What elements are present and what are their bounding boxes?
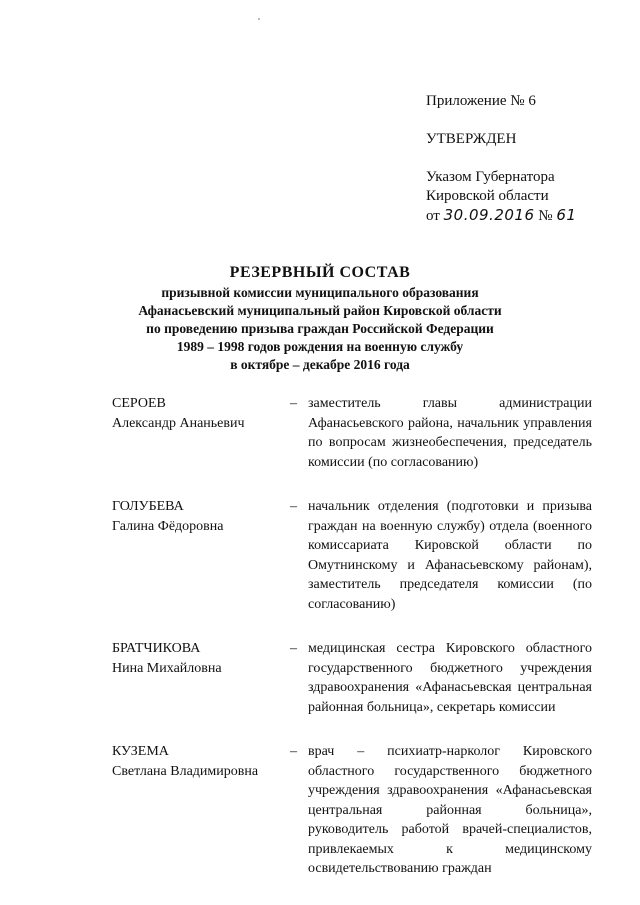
title-line: по проведению призыва граждан Российской Федерации [146,321,494,336]
member-surname: СЕРОЕВ [112,396,166,411]
title-line: Афанасьевский муниципальный район Кировской области [138,303,502,318]
member-name [112,639,290,717]
member-role: медицинская сестра Кировского областного государственного бюджетного учреждения здравоохранения «Афанасьевская центральная районная больница», секретарь комиссии [308,641,592,715]
decree-line-1: Указом Губернатора [426,169,555,185]
member-row [112,742,600,879]
title-line: призывной комиссии муниципального образования [161,285,479,300]
dash-separator: – [290,744,297,759]
member-surname: ГОЛУБЕВА [112,499,184,514]
member-role: начальник отделения (подготовки и призыва граждан на военную службу) отдела (военного комиссариата Кировской области по Омутнинскому и Афанасьевскому районам), заместитель председателя комиссии (по согласованию) [308,499,592,612]
member-row [112,639,600,717]
date-prefix: от [426,208,440,224]
dash-separator: – [290,499,297,514]
member-surname: КУЗЕМА [112,744,169,759]
number-prefix: № [538,208,553,224]
approval-stamp-block [426,92,626,226]
member-role: заместитель главы администрации Афанасьевского района, начальник управления по вопросам жизнеобеспечения, председатель комиссии (по согласованию) [308,396,592,470]
member-name [112,742,290,879]
member-surname: БРАТЧИКОВА [112,641,201,656]
handwritten-number: 61 [556,206,577,224]
decree-line-2: Кировской области [426,188,549,204]
member-given-name: Светлана Владимировна [112,763,259,779]
title-line: 1989 – 1998 годов рождения на военную службу [176,339,464,354]
decree-date-line [426,206,626,226]
member-given-name: Нина Михайловна [112,660,222,676]
title-line: в октябре – декабре 2016 года [230,357,410,372]
handwritten-date: 30.09.2016 [443,206,535,224]
member-name [112,394,290,472]
scan-speck [258,18,260,20]
dash-separator: – [290,641,297,656]
member-row [112,394,600,472]
member-given-name: Галина Фёдоровна [112,518,224,534]
member-role: врач – психиатр-нарколог Кировского областного государственного бюджетного учреждения здравоохранения «Афанасьевская центральная районная больница», руководитель работой врачей-специалистов, привлекаемых к медицинскому освидетельствованию граждан [308,744,592,876]
appendix-label: Приложение № 6 [426,93,536,109]
document-title: РЕЗЕРВНЫЙ СОСТАВ [229,264,411,281]
member-given-name: Александр Ананьевич [112,415,245,431]
approved-label: УТВЕРЖДЕН [426,131,517,147]
member-name [112,497,290,614]
member-list [112,394,600,879]
member-row [112,497,600,614]
dash-separator: – [290,396,297,411]
document-title-block [80,262,560,374]
